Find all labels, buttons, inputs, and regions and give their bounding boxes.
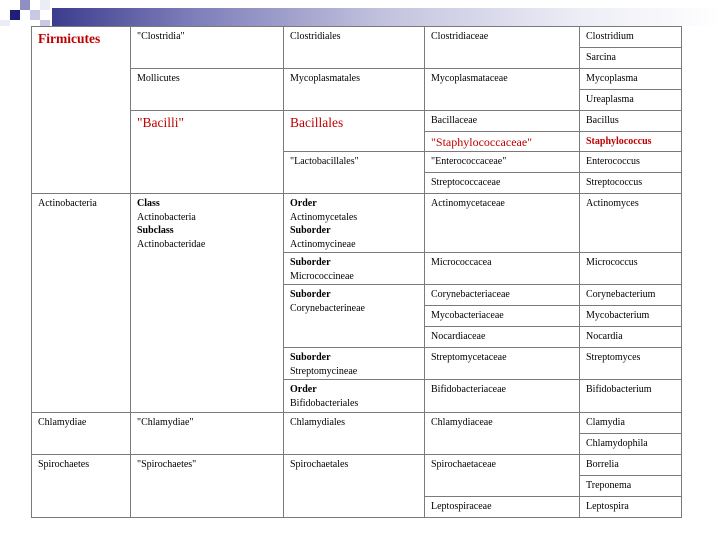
genus-cell: Borrelia <box>580 455 682 476</box>
phylum-cell: Chlamydiae <box>32 413 131 455</box>
family-cell: Streptococcaceae <box>425 173 580 194</box>
genus-cell: Ureaplasma <box>580 90 682 111</box>
genus-cell: Enterococcus <box>580 152 682 173</box>
slide-header-decoration <box>0 0 720 26</box>
table-row <box>32 194 682 253</box>
genus-cell: Staphylococcus <box>580 132 682 152</box>
phylum-cell: Actinobacteria <box>32 194 131 413</box>
genus-cell: Actinomyces <box>580 194 682 253</box>
family-cell: Leptospiraceae <box>425 497 580 518</box>
phylum-cell: Spirochaetes <box>32 455 131 518</box>
order-cell: Bacillales <box>284 111 425 152</box>
genus-cell: Nocardia <box>580 327 682 348</box>
genus-cell: Bacillus <box>580 111 682 132</box>
order-cell: "Lactobacillales" <box>284 152 425 194</box>
genus-cell: Mycoplasma <box>580 69 682 90</box>
genus-cell: Leptospira <box>580 497 682 518</box>
order-cell: Order Bifidobacteriales <box>284 380 425 413</box>
order-cell: Order Actinomycetales Suborder Actinomycineae <box>284 194 425 253</box>
decor-square <box>40 0 50 10</box>
order-cell: Suborder Streptomycineae <box>284 348 425 380</box>
genus-cell: Streptococcus <box>580 173 682 194</box>
class-cell: "Clostridia" <box>131 27 284 69</box>
order-cell: Chlamydiales <box>284 413 425 455</box>
family-cell: Nocardiaceae <box>425 327 580 348</box>
family-cell: Streptomycetaceae <box>425 348 580 380</box>
decor-square <box>20 0 30 10</box>
family-cell: Bacillaceae <box>425 111 580 132</box>
class-cell: "Chlamydiae" <box>131 413 284 455</box>
class-cell: Class Actinobacteria Subclass Actinobacteridae <box>131 194 284 413</box>
decor-square <box>30 10 40 20</box>
table-row <box>32 27 682 48</box>
order-cell: Clostridiales <box>284 27 425 69</box>
genus-cell: Clostridium <box>580 27 682 48</box>
family-cell: Bifidobacteriaceae <box>425 380 580 413</box>
family-cell: Chlamydiaceae <box>425 413 580 455</box>
family-cell: Mycobacteriaceae <box>425 306 580 327</box>
order-cell: Mycoplasmatales <box>284 69 425 111</box>
phylum-cell: Firmicutes <box>32 27 131 194</box>
family-cell: Mycoplasmataceae <box>425 69 580 111</box>
header-gradient-bar <box>52 8 720 26</box>
family-cell: Actinomycetaceae <box>425 194 580 253</box>
family-cell: Micrococcacea <box>425 253 580 285</box>
family-cell: Spirochaetaceae <box>425 455 580 497</box>
genus-cell: Sarcina <box>580 48 682 69</box>
genus-cell: Mycobacterium <box>580 306 682 327</box>
class-cell: "Spirochaetes" <box>131 455 284 518</box>
decor-square <box>0 20 10 26</box>
family-cell: Corynebacteriaceae <box>425 285 580 306</box>
decor-square <box>10 10 20 20</box>
table-row <box>32 455 682 476</box>
family-cell: Clostridiaceae <box>425 27 580 69</box>
class-cell: "Bacilli" <box>131 111 284 194</box>
genus-cell: Bifidobacterium <box>580 380 682 413</box>
genus-cell: Clamydia <box>580 413 682 434</box>
order-cell: Suborder Micrococcineae <box>284 253 425 285</box>
order-cell: Suborder Corynebacterineae <box>284 285 425 348</box>
class-cell: Mollicutes <box>131 69 284 111</box>
genus-cell: Streptomyces <box>580 348 682 380</box>
genus-cell: Chlamydophila <box>580 434 682 455</box>
genus-cell: Corynebacterium <box>580 285 682 306</box>
table-row <box>32 413 682 434</box>
family-cell: "Enterococcaceae" <box>425 152 580 173</box>
order-cell: Spirochaetales <box>284 455 425 518</box>
genus-cell: Treponema <box>580 476 682 497</box>
taxonomy-table <box>31 26 682 518</box>
family-cell: "Staphylococcaceae" <box>425 132 580 152</box>
genus-cell: Micrococcus <box>580 253 682 285</box>
